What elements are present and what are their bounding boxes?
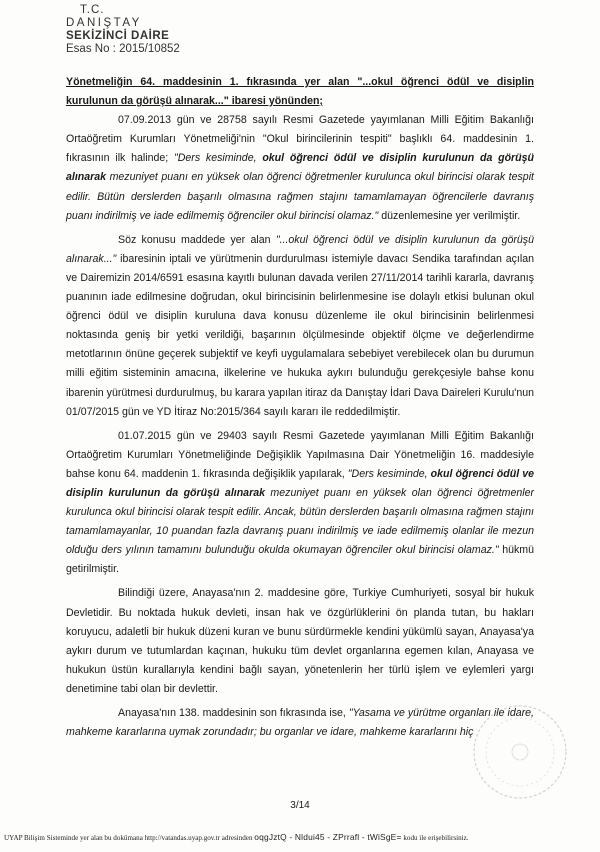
- italic-run: mezuniyet puanı en yüksek olan öğrenci öğretmenler kurulunca okul birincisi olarak tespit edilir. Ancak, bütün derslerden başarılı olmasına rağmen stajını tamamlamayanlar, 10 puandan fazla davranış puanı indirilmiş ve iade edilmemiş olanlar ile mezun olduğu ders yılının tamamını bulunduğu okulda okumayan öğrenciler okul birincisi olamaz.": [66, 486, 534, 557]
- italic-run: "...okul öğrenci ödül ve disiplin kurulunun da görüşü alınarak...": [66, 233, 534, 265]
- italic-run: "Ders kesiminde,: [347, 467, 431, 480]
- paragraph-constitution-art138: [66, 704, 534, 742]
- country-label: T.C.: [80, 4, 105, 16]
- footer-text-end: kodu ile erişebilirsiniz.: [403, 834, 469, 842]
- text-run: Anayasa'nın 138. maddesinin son fıkrasında ise,: [118, 707, 349, 719]
- italic-run: "Ders kesiminde,: [174, 152, 263, 165]
- chamber-name: SEKİZİNCİ DAİRE: [66, 30, 170, 42]
- document-body: [66, 73, 534, 742]
- paragraph-regulation: [66, 111, 534, 226]
- page-number: 3/14: [290, 800, 310, 811]
- case-number-value: 2015/10852: [119, 43, 180, 55]
- text-run: 01.07.2015 gün ve 29403 sayılı Resmi Gazetede yayımlanan Milli Eğitim Bakanlığı Ortaöğretim Kurumları Yönetmeliğinde Değişiklik Yapılmasına Dair Yönetmeliğin 16. maddesiyle bahse konu 64. maddenin 1. fıkrasında değişiklik yapılarak,: [66, 429, 534, 480]
- document-footer: [4, 832, 596, 842]
- section-title: Yönetmeliğin 64. maddesinin 1. fıkrasında yer alan "...okul öğrenci ödül ve disiplin kurulunun da görüşü alınarak..." ibaresi yönünden;: [66, 76, 534, 108]
- text-run: düzenlemesine yer verilmiştir.: [378, 209, 521, 222]
- italic-run: mezuniyet puanı en yüksek olan öğrenci öğretmenler kurulunca okul birincisi olarak tespit edilir. Bütün derslerden başarılı olmasına rağmen stajını tamamlamayan öğrencilerle davranış puanı indirilmiş ve iade edilmemiş öğrenciler okul birincisi olamaz.": [66, 171, 534, 222]
- text-run: ibaresinin iptali ve yürütmenin durdurulması istemiyle davacı Sendika tarafından açılan ve Dairemizin 2014/6591 esasına kayıtlı bulunan davada verilen 27/11/2014 tarihli kararla, davranış puanının iade edilmesine doğrudan, okul birincisinin belirlenmesine ise dolaylı etkisi bulunan okul öğrenci ödül ve disiplin kuruluna dava konusu düzenleme ile okul birincisinin belirlenmesi noktasında geniş bir yetki verildiği, başarının ölçülmesinde objektif ölçme ve değerlendirme metotlarının önüne geçerek subjektif ve keyfi uygulamalara sebebiyet verebilecek olan bu durumun milli eğitim sisteminin amacına, ilkelerine ve hukuka aykırı bulunduğu gerekçesiyle bahse konu ibarenin yürütmesi durdurulmuş, bu karara yapılan itiraz da Danıştay İdari Dava Daireleri Kurulu'nun 01/07/2015 gün ve YD İtiraz No:2015/364 sayılı kararı ile reddedilmiştir.: [66, 252, 534, 418]
- italic-run: "Yasama ve yürütme organları ile idare, mahkeme kararlarına uymak zorundadır; bu organlar ve idare, mahkeme kararlarını hiç: [66, 707, 534, 739]
- official-seal-stamp: [470, 702, 570, 802]
- text-run: hükmü getirilmiştir.: [66, 544, 534, 576]
- case-number: [66, 43, 180, 56]
- verification-code: oqgJztQ - Nldui45 - ZPrrafl - tWiSgE=: [254, 832, 402, 842]
- paragraph-amendment: [66, 427, 534, 580]
- footer-text: UYAP Bilişim Sisteminde yer alan bu dokümana http://vatandas.uyap.gov.tr adresinden: [4, 834, 253, 842]
- document-header: [66, 4, 180, 56]
- text-run: Söz konusu maddede yer alan: [118, 233, 276, 246]
- bold-italic-run: okul öğrenci ödül ve disiplin kurulunun da görüşü alınarak: [66, 152, 534, 184]
- paragraph-prior-decision: [66, 231, 534, 422]
- bold-italic-run: okul öğrenci ödül ve disiplin kurulunun da görüşü alınarak: [66, 467, 534, 499]
- text-run: 07.09.2013 gün ve 28758 sayılı Resmi Gazetede yayımlanan Milli Eğitim Bakanlığı Ortaöğretim Kurumları Yönetmeliği'nin "Okul birincilerinin tespiti" başlıklı 64. maddesinin 1. fıkrasının ilk halinde;: [66, 114, 534, 165]
- paragraph-constitution-art2: Bilindiği üzere, Anayasa'nın 2. maddesine göre, Turkiye Cumhuriyeti, sosyal bir hukuk Devletidir. Bu noktada hukuk devleti, insan hak ve özgürlüklerini ön planda tutan, bu hakları koruyucu, adaletli bir hukuk düzeni kuran ve bunu sürdürmekle kendini yükümlü sayan, Anayasa'ya aykırı durum ve tutumlardan kaçınan, hukuku tüm devlet organlarına egemen kılan, Anayasa ve hukukun üstün kurallarıyla kendini bağlı sayan, yönetenlerin her türlü işlem ve eylemleri yargı denetimine tabi olan bir devlettir.: [66, 587, 534, 695]
- case-number-label: Esas No :: [66, 43, 116, 55]
- court-name: DANIŞTAY: [66, 17, 142, 29]
